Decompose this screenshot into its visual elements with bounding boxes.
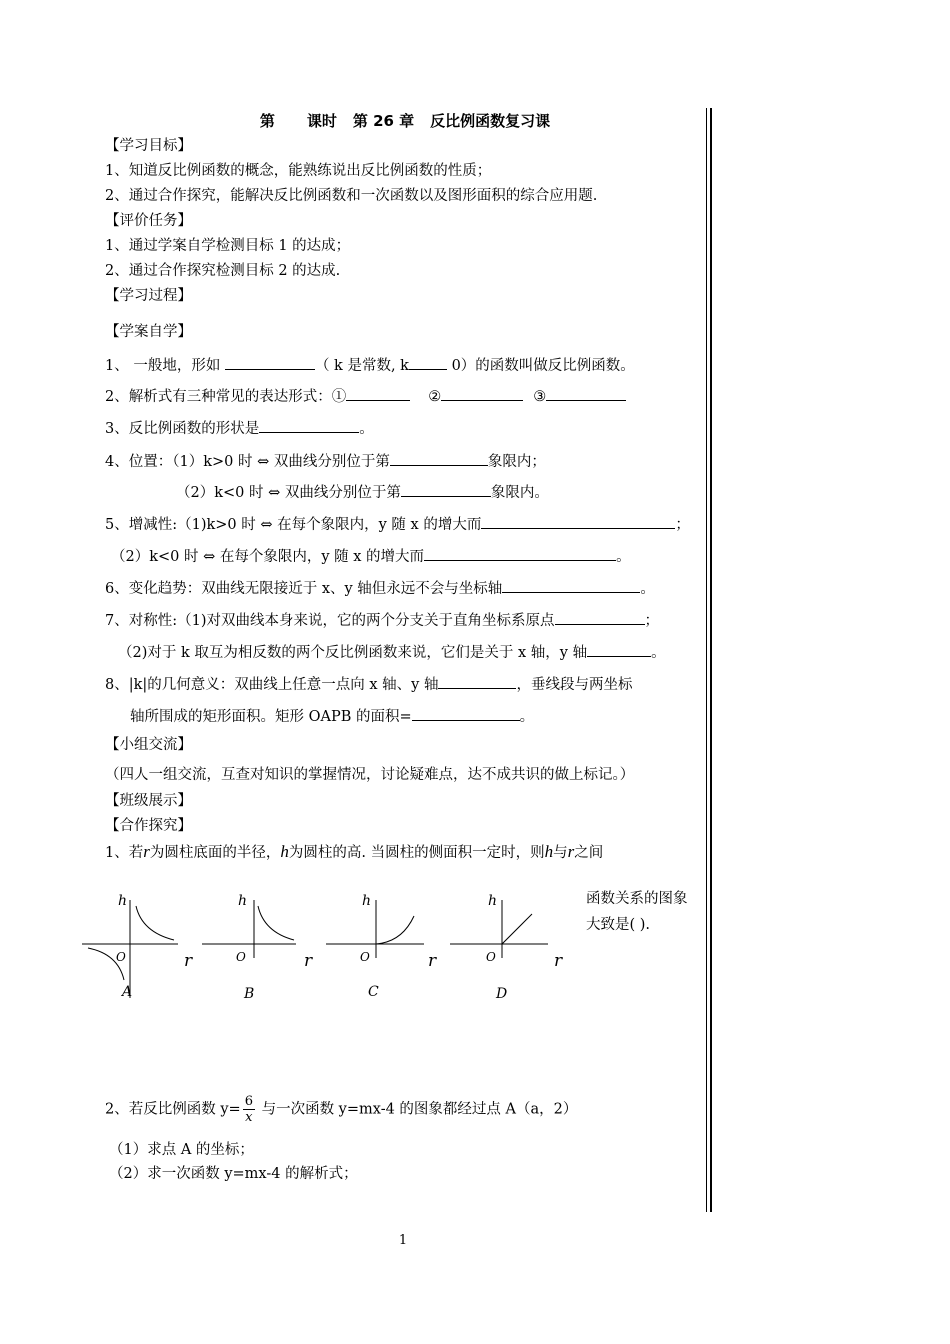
- graph-b[interactable]: [202, 893, 313, 1002]
- evaluation-1: 1、通过学案自学检测目标 1 的达成；: [105, 238, 351, 254]
- origin-label: O: [486, 950, 496, 964]
- margin-line-thick: [710, 108, 712, 1212]
- h-axis-label: h: [118, 893, 128, 909]
- class-show-heading: 【班级展示】: [105, 793, 192, 809]
- blank[interactable]: [481, 514, 675, 529]
- question-5a: 5、增减性:（1)k>0 时 ⇔ 在每个象限内，y 随 x 的增大而 ；: [105, 514, 690, 535]
- graph-d-label: D: [496, 986, 508, 1002]
- function-graphs: [80, 888, 580, 1008]
- blank[interactable]: [225, 355, 315, 370]
- coop-heading: 【合作探究】: [105, 818, 192, 834]
- question-6: 6、变化趋势：双曲线无限接近于 x、y 轴但永远不会与坐标轴 。: [105, 578, 655, 599]
- page-title: 第 课时 第 26 章 反比例函数复习课: [259, 112, 551, 130]
- origin-label: O: [236, 950, 246, 964]
- blank[interactable]: [409, 355, 447, 370]
- blank[interactable]: [587, 642, 651, 657]
- blank[interactable]: [259, 418, 359, 433]
- graph-d[interactable]: [450, 893, 563, 1002]
- origin-label: O: [116, 950, 126, 964]
- margin-line: [706, 108, 707, 1212]
- blank[interactable]: [555, 610, 645, 625]
- coop-question-2-part-1: （1）求点 A 的坐标；: [109, 1142, 254, 1158]
- coop-question-1: 1、若r为圆柱底面的半径，h为圆柱的高. 当圆柱的侧面积一定时，则h与r之间: [105, 842, 604, 861]
- graph-c-label: C: [368, 984, 379, 1000]
- r-axis-label: r: [428, 951, 437, 971]
- blank[interactable]: [401, 482, 491, 497]
- coop-question-2-part-2: （2）求一次函数 y=mx-4 的解析式；: [109, 1166, 358, 1182]
- blank[interactable]: [346, 386, 410, 401]
- question-8b: 轴所围成的矩形面积。矩形 OAPB 的面积= 。: [130, 706, 534, 727]
- process-heading: 【学习过程】: [105, 288, 192, 304]
- r-axis-label: r: [184, 951, 193, 971]
- h-axis-label: h: [488, 893, 498, 909]
- h-axis-label: h: [238, 893, 248, 909]
- blank[interactable]: [390, 451, 488, 466]
- blank[interactable]: [438, 674, 516, 689]
- group-text: （四人一组交流，互查对知识的掌握情况，讨论疑难点，达不成共识的做上标记。）: [105, 767, 635, 783]
- blank[interactable]: [412, 706, 520, 721]
- question-3: 3、反比例函数的形状是 。: [105, 418, 374, 439]
- fraction: $\frac{6}{x}$: [244, 1094, 253, 1125]
- graph-c[interactable]: [326, 893, 437, 1000]
- question-7b: （2)对于 k 取互为相反数的两个反比例函数来说，它们是关于 x 轴，y 轴 。: [118, 642, 666, 663]
- objective-1: 1、知道反比例函数的概念，能熟练说出反比例函数的性质；: [105, 163, 492, 179]
- question-2: 2、解析式有三种常见的表达形式：① ② ③: [105, 386, 626, 407]
- evaluation-2: 2、通过合作探究检测目标 2 的达成.: [105, 263, 341, 279]
- graph-question-caption: 函数关系的图象大致是( ).: [586, 891, 688, 933]
- question-1: 1、 一般地，形如 （ k 是常数, k 0）的函数叫做反比例函数。: [105, 355, 635, 376]
- question-7a: 7、对称性:（1)对双曲线本身来说，它的两个分支关于直角坐标系原点 ；: [105, 610, 659, 631]
- question-5b: （2）k<0 时 ⇔ 在每个象限内，y 随 x 的增大而 。: [111, 546, 631, 567]
- objective-2: 2、通过合作探究，能解决反比例函数和一次函数以及图形面积的综合应用题.: [105, 188, 598, 204]
- blank[interactable]: [424, 546, 616, 561]
- objectives-heading: 【学习目标】: [105, 138, 192, 154]
- origin-label: O: [360, 950, 370, 964]
- coop-question-2: 2、若反比例函数 y= $\frac{6}{x}$ 与一次函数 y=mx-4 的图象都经过点 A（a，2）: [105, 1094, 578, 1125]
- graph-a[interactable]: [82, 893, 193, 1000]
- question-4a: 4、位置：（1）k>0 时 ⇔ 双曲线分别位于第 象限内；: [105, 451, 546, 472]
- question-8a: 8、|k|的几何意义：双曲线上任意一点向 x 轴、y 轴 ，垂线段与两坐标: [105, 674, 632, 695]
- blank[interactable]: [502, 578, 640, 593]
- question-4b: （2）k<0 时 ⇔ 双曲线分别位于第 象限内。: [176, 482, 549, 503]
- graph-a-label: A: [122, 984, 133, 1000]
- r-axis-label: r: [554, 951, 563, 971]
- page-number: 1: [398, 1233, 408, 1248]
- h-axis-label: h: [362, 893, 372, 909]
- blank[interactable]: [546, 386, 626, 401]
- blank[interactable]: [441, 386, 523, 401]
- self-study-heading: 【学案自学】: [105, 324, 192, 340]
- graph-b-label: B: [244, 986, 255, 1002]
- evaluation-heading: 【评价任务】: [105, 213, 192, 229]
- group-heading: 【小组交流】: [105, 737, 192, 753]
- r-axis-label: r: [304, 951, 313, 971]
